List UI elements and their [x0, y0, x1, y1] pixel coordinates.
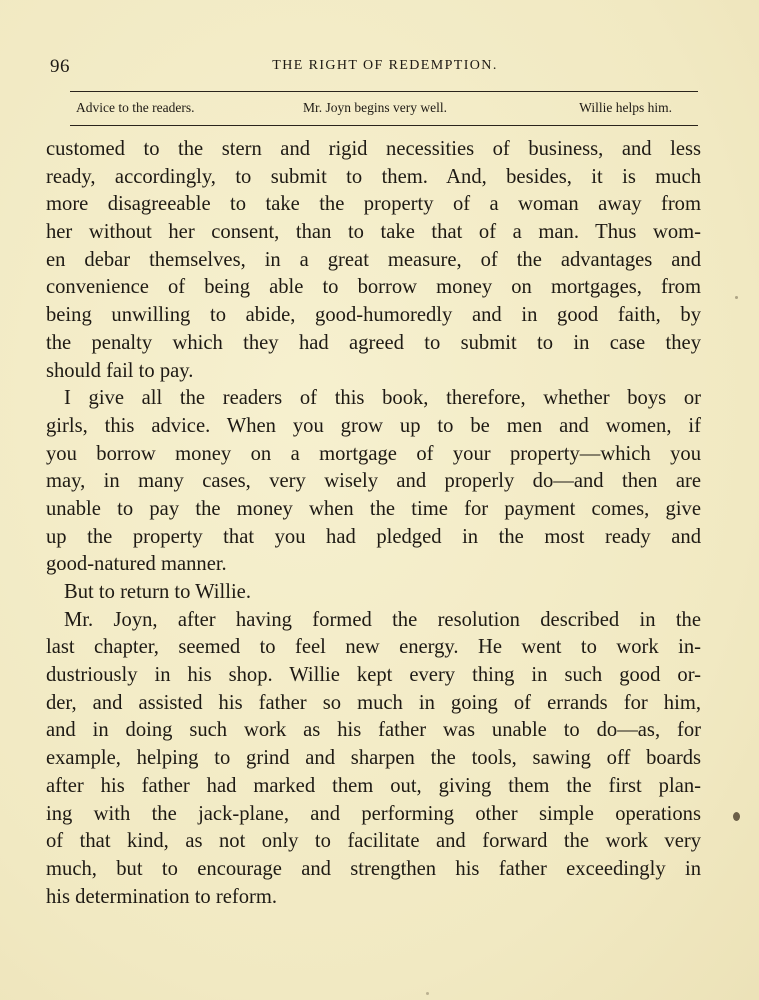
text-line: customed to the stern and rigid necessities of business, and less — [46, 138, 701, 160]
text-line: of that kind, as not only to facilitate and forward the work very — [46, 830, 701, 853]
top-rule — [70, 91, 698, 92]
paragraph-single-line: But to return to Willie. — [64, 581, 251, 603]
topic-mr-joyn: Mr. Joyn begins very well. — [303, 100, 447, 115]
paragraph-end-line: his determination to reform. — [46, 885, 278, 908]
paper-speck — [735, 296, 738, 299]
body-text — [46, 136, 701, 911]
text-line: after his father had marked them out, giving them the first plan- — [46, 774, 701, 797]
text-line: much, but to encourage and strengthen his father exceedingly in — [46, 857, 701, 880]
topic-willie: Willie helps him. — [579, 100, 672, 115]
text-line: you borrow money on a mortgage of your property—which you — [46, 442, 701, 465]
text-line: the penalty which they had agreed to submit to in case they — [46, 331, 701, 354]
running-head — [50, 56, 700, 76]
bottom-rule — [70, 125, 698, 126]
page-number: 96 — [50, 56, 70, 77]
text-line: dustriously in his shop. Willie kept every thing in such good or- — [46, 664, 701, 687]
text-line: en debar themselves, in a great measure, of the advantages and — [46, 248, 701, 271]
text-line: last chapter, seemed to feel new energy. He went to work in- — [46, 636, 701, 659]
text-line: example, helping to grind and sharpen the tools, sawing off boards — [46, 747, 701, 770]
paragraph-end-line: good-natured manner. — [46, 553, 227, 576]
paper-speck — [426, 992, 429, 995]
text-line: der, and assisted his father so much in going of errands for him, — [46, 691, 701, 714]
book-title: THE RIGHT OF REDEMPTION. — [272, 58, 498, 73]
paper-speck — [733, 812, 740, 821]
paragraph-start-line: Mr. Joyn, after having formed the resolution described in the — [64, 608, 701, 631]
topic-advice: Advice to the readers. — [76, 100, 195, 115]
text-line: ing with the jack-plane, and performing other simple operations — [46, 802, 701, 825]
topic-headings — [72, 100, 698, 118]
text-line: being unwilling to abide, good-humoredly and in good faith, by — [46, 304, 701, 327]
text-line: convenience of being able to borrow money on mortgages, from — [46, 276, 701, 299]
text-line: more disagreeable to take the property of a woman away from — [46, 193, 701, 216]
text-line: her without her consent, than to take that of a man. Thus wom- — [46, 221, 701, 244]
text-line: ready, accordingly, to submit to them. And, besides, it is much — [46, 165, 701, 188]
text-line: and in doing such work as his father was unable to do—as, for — [46, 719, 701, 742]
text-line: up the property that you had pledged in the most ready and — [46, 525, 701, 548]
text-line: unable to pay the money when the time for payment comes, give — [46, 497, 701, 520]
text-line: may, in many cases, very wisely and properly do—and then are — [46, 470, 701, 493]
paragraph-end-line: should fail to pay. — [46, 359, 194, 382]
text-line: girls, this advice. When you grow up to be men and women, if — [46, 414, 701, 437]
paragraph-start-line: I give all the readers of this book, therefore, whether boys or — [64, 387, 701, 410]
